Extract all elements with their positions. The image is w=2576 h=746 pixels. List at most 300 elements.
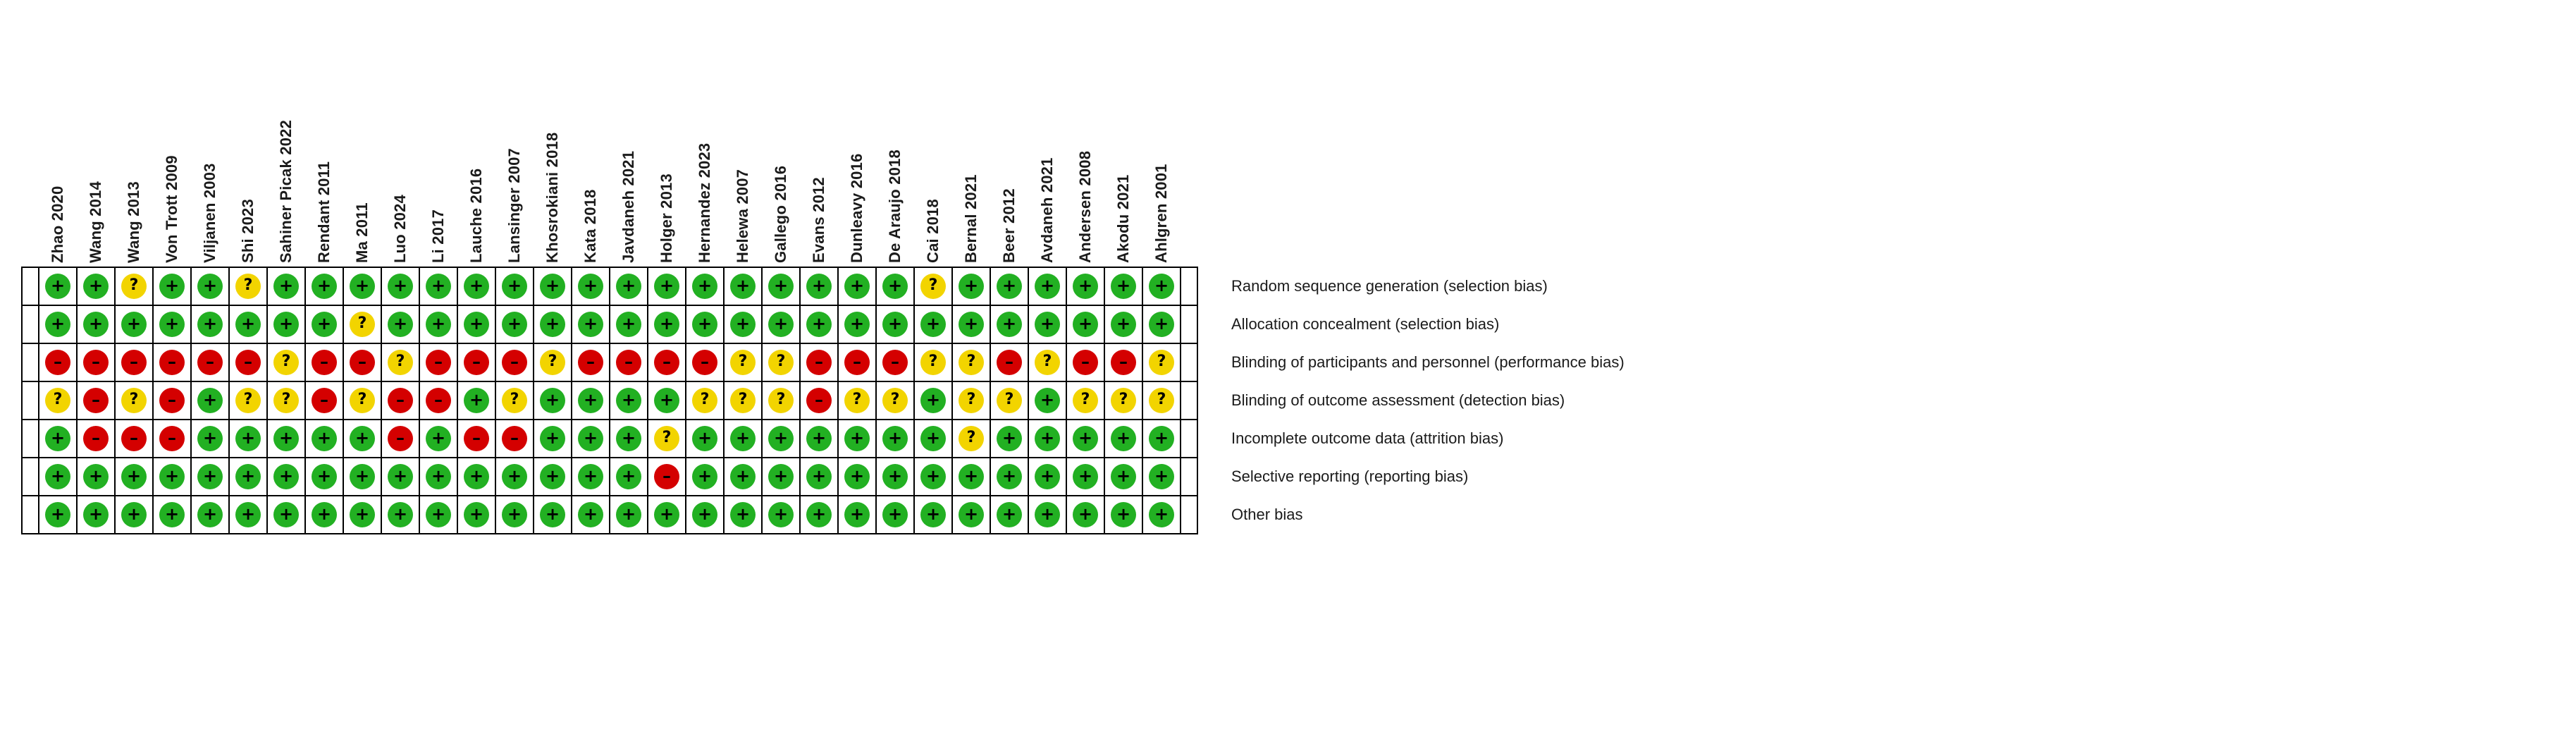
rob-cell[interactable]: [191, 458, 229, 496]
rob-judgement-low: [616, 388, 641, 413]
rob-cell[interactable]: [724, 496, 762, 534]
rob-judgement-low: [1149, 502, 1174, 527]
rob-judgement-symbol: +: [431, 428, 446, 448]
rob-cell[interactable]: [305, 496, 343, 534]
rob-cell[interactable]: [838, 458, 876, 496]
rob-cell[interactable]: [724, 343, 762, 381]
rob-judgement-symbol: +: [240, 504, 256, 524]
rob-judgement-symbol: +: [202, 466, 218, 486]
rob-cell[interactable]: [457, 305, 495, 343]
rob-cell[interactable]: [1028, 496, 1066, 534]
rob-cell[interactable]: [1028, 420, 1066, 458]
rob-cell[interactable]: [724, 305, 762, 343]
rob-judgement-low: [882, 312, 908, 337]
rob-cell[interactable]: [153, 267, 191, 305]
rob-judgement-low: [45, 274, 70, 299]
rob-cell[interactable]: [762, 496, 800, 534]
rob-cell[interactable]: [1028, 381, 1066, 420]
rob-domain-label: Blinding of participants and personnel (performance bias): [1231, 353, 1625, 371]
rob-cell[interactable]: [534, 496, 572, 534]
rob-judgement-low: [540, 426, 565, 451]
rob-cell[interactable]: [77, 267, 115, 305]
rob-cell[interactable]: [876, 458, 914, 496]
rob-cell[interactable]: [952, 420, 990, 458]
rob-cell[interactable]: [1142, 496, 1181, 534]
rob-judgement-symbol: ?: [738, 353, 748, 370]
rob-cell[interactable]: [1142, 381, 1181, 420]
rob-judgement-low: [1111, 502, 1136, 527]
rob-cell[interactable]: [1142, 420, 1181, 458]
rob-cell[interactable]: [762, 343, 800, 381]
rob-judgement-symbol: +: [811, 276, 827, 295]
rob-cell[interactable]: [572, 267, 610, 305]
rob-judgement-unclear: [235, 388, 261, 413]
rob-cell[interactable]: [952, 458, 990, 496]
rob-cell[interactable]: [267, 458, 305, 496]
rob-cell[interactable]: [495, 305, 534, 343]
rob-judgement-symbol: ?: [966, 353, 976, 370]
rob-cell[interactable]: [838, 381, 876, 420]
study-header: [914, 13, 952, 267]
study-header: [153, 13, 191, 267]
rob-cell[interactable]: [914, 305, 952, 343]
rob-cell[interactable]: [724, 381, 762, 420]
rob-cell[interactable]: [191, 267, 229, 305]
rob-cell[interactable]: [229, 458, 267, 496]
rob-judgement-low: [235, 312, 261, 337]
rob-cell[interactable]: [381, 305, 419, 343]
rob-judgement-symbol: +: [50, 466, 66, 486]
rob-cell[interactable]: [343, 381, 381, 420]
rob-cell[interactable]: [229, 420, 267, 458]
rob-judgement-low: [540, 502, 565, 527]
rob-cell[interactable]: [419, 381, 457, 420]
study-header: [115, 13, 153, 267]
rob-cell[interactable]: [800, 458, 838, 496]
rob-cell[interactable]: [990, 381, 1028, 420]
rob-judgement-low: [159, 464, 185, 489]
rob-judgement-symbol: +: [735, 276, 751, 295]
rob-cell[interactable]: [1066, 458, 1104, 496]
rob-cell[interactable]: [1066, 381, 1104, 420]
rob-cell[interactable]: [305, 381, 343, 420]
rob-judgement-symbol: +: [88, 504, 104, 524]
rob-judgement-symbol: +: [202, 390, 218, 410]
rob-cell[interactable]: [1104, 420, 1142, 458]
rob-cell[interactable]: [610, 496, 648, 534]
rob-cell[interactable]: [419, 458, 457, 496]
rob-cell[interactable]: [267, 420, 305, 458]
rob-cell[interactable]: [1066, 267, 1104, 305]
rob-judgement-symbol: +: [583, 314, 598, 334]
rob-judgement-symbol: +: [393, 314, 408, 334]
rob-cell[interactable]: [77, 343, 115, 381]
rob-cell[interactable]: [990, 458, 1028, 496]
rob-cell[interactable]: [1028, 343, 1066, 381]
rob-judgement-low: [882, 502, 908, 527]
rob-cell[interactable]: [191, 496, 229, 534]
rob-cell[interactable]: [762, 267, 800, 305]
rob-cell[interactable]: [457, 420, 495, 458]
study-header: [800, 13, 838, 267]
rob-judgement-symbol: +: [1116, 428, 1131, 448]
rob-cell[interactable]: [990, 343, 1028, 381]
rob-cell[interactable]: [648, 381, 686, 420]
rob-judgement-low: [1035, 426, 1060, 451]
rob-cell[interactable]: [381, 420, 419, 458]
rob-cell[interactable]: [648, 458, 686, 496]
rob-cell[interactable]: [952, 305, 990, 343]
rob-cell[interactable]: [1104, 267, 1142, 305]
rob-cell[interactable]: [534, 458, 572, 496]
rob-cell[interactable]: [343, 420, 381, 458]
rob-cell[interactable]: [648, 305, 686, 343]
rob-table-wrapper: [21, 13, 1625, 534]
rob-cell[interactable]: [153, 496, 191, 534]
rob-cell[interactable]: [1142, 305, 1181, 343]
rob-cell[interactable]: [914, 343, 952, 381]
rob-cell[interactable]: [724, 458, 762, 496]
rob-cell[interactable]: [305, 458, 343, 496]
rob-cell[interactable]: [762, 305, 800, 343]
rob-judgement-low: [730, 274, 756, 299]
rob-cell[interactable]: [1142, 267, 1181, 305]
study-header-label: Hernandez 2023: [696, 142, 713, 263]
row-spacer: [1197, 458, 1224, 496]
rob-judgement-low: [616, 426, 641, 451]
rob-cell[interactable]: [762, 420, 800, 458]
rob-cell[interactable]: [267, 496, 305, 534]
rob-judgement-symbol: +: [925, 314, 941, 334]
rob-cell[interactable]: [305, 420, 343, 458]
rob-judgement-low: [1111, 426, 1136, 451]
rob-cell[interactable]: [952, 343, 990, 381]
study-header-label: Wang 2013: [125, 181, 142, 263]
rob-cell[interactable]: [876, 267, 914, 305]
rob-cell[interactable]: [229, 343, 267, 381]
rob-cell[interactable]: [800, 343, 838, 381]
rob-judgement-low: [1035, 274, 1060, 299]
rob-cell[interactable]: [1066, 343, 1104, 381]
rob-cell[interactable]: [686, 343, 724, 381]
rob-judgement-high: [578, 350, 603, 375]
rob-judgement-symbol: +: [1154, 428, 1169, 448]
rob-cell[interactable]: [343, 267, 381, 305]
rob-cell[interactable]: [534, 381, 572, 420]
rob-judgement-low: [45, 502, 70, 527]
rob-judgement-symbol: +: [545, 466, 560, 486]
row-pad-left: [22, 267, 39, 305]
rob-domain-label: Incomplete outcome data (attrition bias): [1231, 429, 1504, 447]
rob-judgement-low: [121, 502, 147, 527]
rob-cell[interactable]: [990, 267, 1028, 305]
rob-judgement-symbol: +: [164, 314, 180, 334]
rob-cell[interactable]: [762, 458, 800, 496]
rob-judgement-high: [502, 350, 527, 375]
rob-cell[interactable]: [610, 343, 648, 381]
rob-cell[interactable]: [610, 420, 648, 458]
rob-cell[interactable]: [229, 381, 267, 420]
rob-cell[interactable]: [115, 381, 153, 420]
rob-cell[interactable]: [229, 496, 267, 534]
rob-cell[interactable]: [419, 305, 457, 343]
rob-cell[interactable]: [952, 381, 990, 420]
rob-cell[interactable]: [1104, 381, 1142, 420]
rob-cell[interactable]: [876, 420, 914, 458]
rob-judgement-symbol: +: [50, 314, 66, 334]
rob-cell[interactable]: [343, 458, 381, 496]
rob-cell[interactable]: [1104, 496, 1142, 534]
rob-judgement-low: [616, 502, 641, 527]
rob-cell[interactable]: [800, 267, 838, 305]
rob-cell[interactable]: [724, 420, 762, 458]
rob-judgement-low: [1073, 274, 1098, 299]
rob-cell[interactable]: [1104, 343, 1142, 381]
rob-judgement-symbol: +: [887, 466, 903, 486]
rob-judgement-low: [312, 426, 337, 451]
rob-cell[interactable]: [153, 381, 191, 420]
rob-cell[interactable]: [572, 381, 610, 420]
rob-cell[interactable]: [534, 267, 572, 305]
rob-judgement-unclear: [273, 350, 299, 375]
rob-cell[interactable]: [686, 420, 724, 458]
rob-judgement-low: [920, 502, 946, 527]
study-header-label: Viljanen 2003: [201, 163, 218, 263]
rob-cell[interactable]: [648, 267, 686, 305]
rob-cell[interactable]: [495, 343, 534, 381]
rob-cell[interactable]: [952, 496, 990, 534]
rob-cell[interactable]: [914, 496, 952, 534]
rob-cell[interactable]: [381, 381, 419, 420]
rob-cell[interactable]: [457, 267, 495, 305]
rob-cell[interactable]: [914, 458, 952, 496]
study-header: [77, 13, 115, 267]
rob-judgement-low: [997, 502, 1022, 527]
rob-cell[interactable]: [534, 343, 572, 381]
rob-cell[interactable]: [648, 420, 686, 458]
rob-judgement-low: [273, 426, 299, 451]
rob-cell[interactable]: [305, 305, 343, 343]
rob-cell[interactable]: [610, 305, 648, 343]
rob-cell[interactable]: [381, 343, 419, 381]
rob-cell[interactable]: [153, 420, 191, 458]
rob-judgement-symbol: +: [735, 466, 751, 486]
rob-judgement-symbol: –: [92, 390, 100, 410]
rob-cell[interactable]: [914, 381, 952, 420]
rob-cell[interactable]: [419, 343, 457, 381]
rob-cell[interactable]: [1104, 305, 1142, 343]
rob-cell[interactable]: [610, 267, 648, 305]
rob-cell[interactable]: [419, 267, 457, 305]
rob-judgement-unclear: [882, 388, 908, 413]
rob-cell[interactable]: [1066, 305, 1104, 343]
rob-judgement-symbol: –: [92, 428, 100, 448]
rob-cell[interactable]: [534, 420, 572, 458]
rob-cell[interactable]: [838, 305, 876, 343]
study-header-label: Gallego 2016: [772, 165, 789, 263]
rob-judgement-symbol: ?: [1042, 353, 1052, 370]
rob-cell[interactable]: [381, 267, 419, 305]
rob-judgement-symbol: ?: [129, 276, 139, 294]
rob-cell[interactable]: [495, 458, 534, 496]
rob-cell[interactable]: [39, 267, 77, 305]
rob-cell[interactable]: [1142, 458, 1181, 496]
rob-cell[interactable]: [686, 267, 724, 305]
rob-cell[interactable]: [800, 381, 838, 420]
rob-cell[interactable]: [648, 343, 686, 381]
rob-cell[interactable]: [762, 381, 800, 420]
rob-judgement-symbol: ?: [53, 391, 63, 408]
rob-cell[interactable]: [914, 267, 952, 305]
rob-cell[interactable]: [1028, 267, 1066, 305]
rob-cell[interactable]: [419, 496, 457, 534]
rob-judgement-low: [844, 312, 870, 337]
rob-cell[interactable]: [267, 381, 305, 420]
rob-cell[interactable]: [572, 458, 610, 496]
rob-cell[interactable]: [191, 420, 229, 458]
rob-cell[interactable]: [610, 381, 648, 420]
rob-cell[interactable]: [115, 458, 153, 496]
rob-judgement-low: [350, 274, 375, 299]
rob-cell[interactable]: [267, 305, 305, 343]
rob-cell[interactable]: [77, 496, 115, 534]
rob-cell[interactable]: [495, 420, 534, 458]
rob-cell[interactable]: [800, 420, 838, 458]
rob-cell[interactable]: [838, 420, 876, 458]
rob-cell[interactable]: [724, 267, 762, 305]
rob-cell[interactable]: [572, 305, 610, 343]
rob-cell[interactable]: [343, 496, 381, 534]
rob-cell[interactable]: [990, 496, 1028, 534]
rob-cell[interactable]: [381, 458, 419, 496]
rob-judgement-symbol: +: [1078, 504, 1093, 524]
rob-cell[interactable]: [534, 305, 572, 343]
rob-judgement-symbol: +: [1078, 314, 1093, 334]
study-header-label: Wang 2014: [87, 181, 104, 263]
rob-cell[interactable]: [39, 305, 77, 343]
rob-cell[interactable]: [229, 267, 267, 305]
rob-cell[interactable]: [115, 496, 153, 534]
rob-cell[interactable]: [343, 343, 381, 381]
rob-cell[interactable]: [495, 496, 534, 534]
rob-judgement-symbol: –: [853, 352, 861, 372]
rob-cell[interactable]: [115, 343, 153, 381]
rob-cell[interactable]: [876, 305, 914, 343]
rob-cell[interactable]: [800, 305, 838, 343]
rob-cell[interactable]: [191, 343, 229, 381]
rob-cell[interactable]: [572, 343, 610, 381]
rob-cell[interactable]: [572, 496, 610, 534]
rob-judgement-low: [388, 502, 413, 527]
rob-cell[interactable]: [115, 267, 153, 305]
rob-cell[interactable]: [77, 458, 115, 496]
rob-cell[interactable]: [115, 305, 153, 343]
rob-cell[interactable]: [39, 343, 77, 381]
rob-cell[interactable]: [39, 458, 77, 496]
rob-cell[interactable]: [838, 267, 876, 305]
rob-cell[interactable]: [838, 496, 876, 534]
study-header-label: Zhao 2020: [49, 185, 66, 263]
rob-cell[interactable]: [686, 305, 724, 343]
rob-cell[interactable]: [457, 381, 495, 420]
rob-cell[interactable]: [457, 343, 495, 381]
rob-cell[interactable]: [153, 343, 191, 381]
rob-cell[interactable]: [1142, 343, 1181, 381]
rob-cell[interactable]: [876, 343, 914, 381]
rob-judgement-symbol: +: [583, 504, 598, 524]
rob-cell[interactable]: [876, 381, 914, 420]
rob-judgement-low: [1073, 464, 1098, 489]
rob-cell[interactable]: [267, 343, 305, 381]
rob-cell[interactable]: [686, 496, 724, 534]
rob-cell[interactable]: [876, 496, 914, 534]
rob-cell[interactable]: [686, 381, 724, 420]
rob-judgement-low: [920, 426, 946, 451]
rob-cell[interactable]: [305, 267, 343, 305]
rob-cell[interactable]: [381, 496, 419, 534]
study-header: [419, 13, 457, 267]
header-spacer: [1197, 13, 1224, 267]
rob-cell[interactable]: [39, 381, 77, 420]
rob-cell[interactable]: [495, 381, 534, 420]
rob-cell[interactable]: [1104, 458, 1142, 496]
rob-cell[interactable]: [77, 381, 115, 420]
rob-cell[interactable]: [952, 267, 990, 305]
rob-judgement-low: [1111, 274, 1136, 299]
rob-cell[interactable]: [39, 420, 77, 458]
rob-cell[interactable]: [115, 420, 153, 458]
rob-cell[interactable]: [343, 305, 381, 343]
rob-cell[interactable]: [39, 496, 77, 534]
rob-cell[interactable]: [1066, 496, 1104, 534]
rob-cell[interactable]: [1028, 305, 1066, 343]
rob-cell[interactable]: [191, 305, 229, 343]
rob-cell[interactable]: [686, 458, 724, 496]
rob-judgement-low: [997, 464, 1022, 489]
rob-cell[interactable]: [800, 496, 838, 534]
rob-cell[interactable]: [267, 267, 305, 305]
rob-cell[interactable]: [457, 496, 495, 534]
rob-judgement-symbol: –: [434, 390, 443, 410]
rob-judgement-low: [997, 426, 1022, 451]
rob-cell[interactable]: [457, 458, 495, 496]
rob-cell[interactable]: [1066, 420, 1104, 458]
rob-cell[interactable]: [572, 420, 610, 458]
rob-cell[interactable]: [229, 305, 267, 343]
rob-cell[interactable]: [153, 458, 191, 496]
rob-cell[interactable]: [1028, 458, 1066, 496]
rob-cell[interactable]: [153, 305, 191, 343]
rob-cell[interactable]: [610, 458, 648, 496]
rob-judgement-symbol: –: [472, 352, 481, 372]
rob-cell[interactable]: [77, 420, 115, 458]
rob-cell[interactable]: [419, 420, 457, 458]
rob-judgement-low: [159, 312, 185, 337]
rob-judgement-low: [426, 312, 451, 337]
rob-cell[interactable]: [305, 343, 343, 381]
rob-cell[interactable]: [990, 420, 1028, 458]
rob-cell[interactable]: [77, 305, 115, 343]
rob-cell[interactable]: [648, 496, 686, 534]
rob-cell[interactable]: [990, 305, 1028, 343]
rob-judgement-low: [806, 464, 832, 489]
rob-cell[interactable]: [838, 343, 876, 381]
rob-cell[interactable]: [914, 420, 952, 458]
rob-cell[interactable]: [495, 267, 534, 305]
rob-judgement-symbol: +: [164, 276, 180, 295]
rob-judgement-low: [235, 502, 261, 527]
rob-cell[interactable]: [191, 381, 229, 420]
